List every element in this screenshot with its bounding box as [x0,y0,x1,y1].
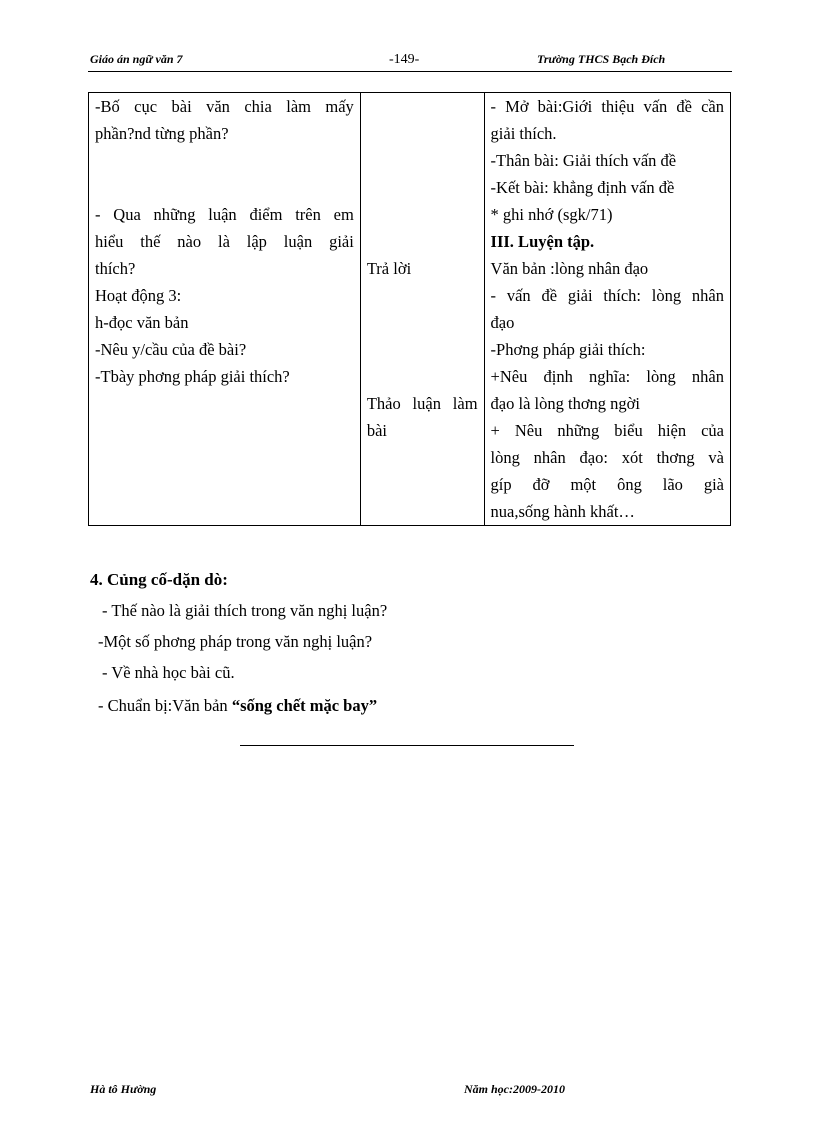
table-text-line: - Mở bài:Giới thiệu vấn đề cần [490,97,724,116]
table-text-line: Trả lời [366,259,412,278]
table-text-line: lòng nhân đạo: xót thơng và [490,448,724,467]
table-text-line: + Nêu những biểu hiện của [490,421,724,440]
consolidation-heading: 4. Củng cố-dặn dò: [90,570,228,589]
table-text-line: -Tbày phơng pháp giải thích? [95,367,290,386]
consolidation-item [98,696,377,716]
table-text-line: thích? [95,259,136,278]
table-text-line: h-đọc văn bản [95,313,189,332]
table-text-line: đạo [490,313,515,332]
table-text-line: Hoạt động 3: [95,286,182,305]
table-text-line: bài [366,421,387,440]
table-text-line: giải thích. [490,124,557,143]
closing-rule [240,745,574,746]
table-text-line: -Bố cục bài văn chia làm mấy [95,97,354,116]
table-text-line: gíp đỡ một ông lão già [490,475,724,494]
table-text-line: -Thân bài: Giải thích vấn đề [490,151,677,170]
consolidation-item: -Một số phơng pháp trong văn nghị luận? [98,632,373,651]
teacher-activity-cell [89,93,361,526]
table-text-line: Văn bản :lòng nhân đạo [490,259,649,278]
preparation-prefix: - Chuẩn bị:Văn bản [98,696,232,715]
section-heading: III. Luyện tập. [490,232,595,251]
consolidation-item: - Thế nào là giải thích trong văn nghị luận? [102,601,388,620]
page-number: -149- [389,52,420,67]
header-school-name: Trường THCS Bạch Đích [537,52,666,66]
table-text-line: -Phơng pháp giải thích: [490,340,646,359]
table-text-line: nua,sống hành khất… [490,502,635,521]
next-text-title: “sống chết mặc bay” [231,696,378,715]
student-activity-cell [360,93,484,526]
footer-author: Hà tô Hường [90,1082,157,1096]
header-rule [88,71,732,72]
consolidation-item: - Về nhà học bài cũ. [102,663,235,682]
table-text-line: - Qua những luận điểm trên em [95,205,354,224]
table-text-line: - vấn đề giải thích: lòng nhân [490,286,724,305]
table-text-line: -Kết bài: khẳng định vấn đề [490,178,675,197]
footer-school-year: Năm học:2009-2010 [464,1082,565,1096]
lesson-content-cell [484,93,730,526]
table-text-line: Thảo luận làm [366,394,478,413]
header-document-title: Giáo án ngữ văn 7 [90,52,183,66]
table-text-line: phần?nd từng phần? [95,124,229,143]
table-text-line: hiểu thế nào là lập luận giải [95,232,354,251]
table-text-line: +Nêu định nghĩa: lòng nhân [490,367,724,386]
table-text-line: đạo là lòng thơng ngời [490,394,640,413]
table-row [89,93,731,526]
lesson-table [88,92,731,526]
table-text-line: * ghi nhớ (sgk/71) [490,205,613,224]
table-text-line: -Nêu y/cầu của đề bài? [95,340,247,359]
